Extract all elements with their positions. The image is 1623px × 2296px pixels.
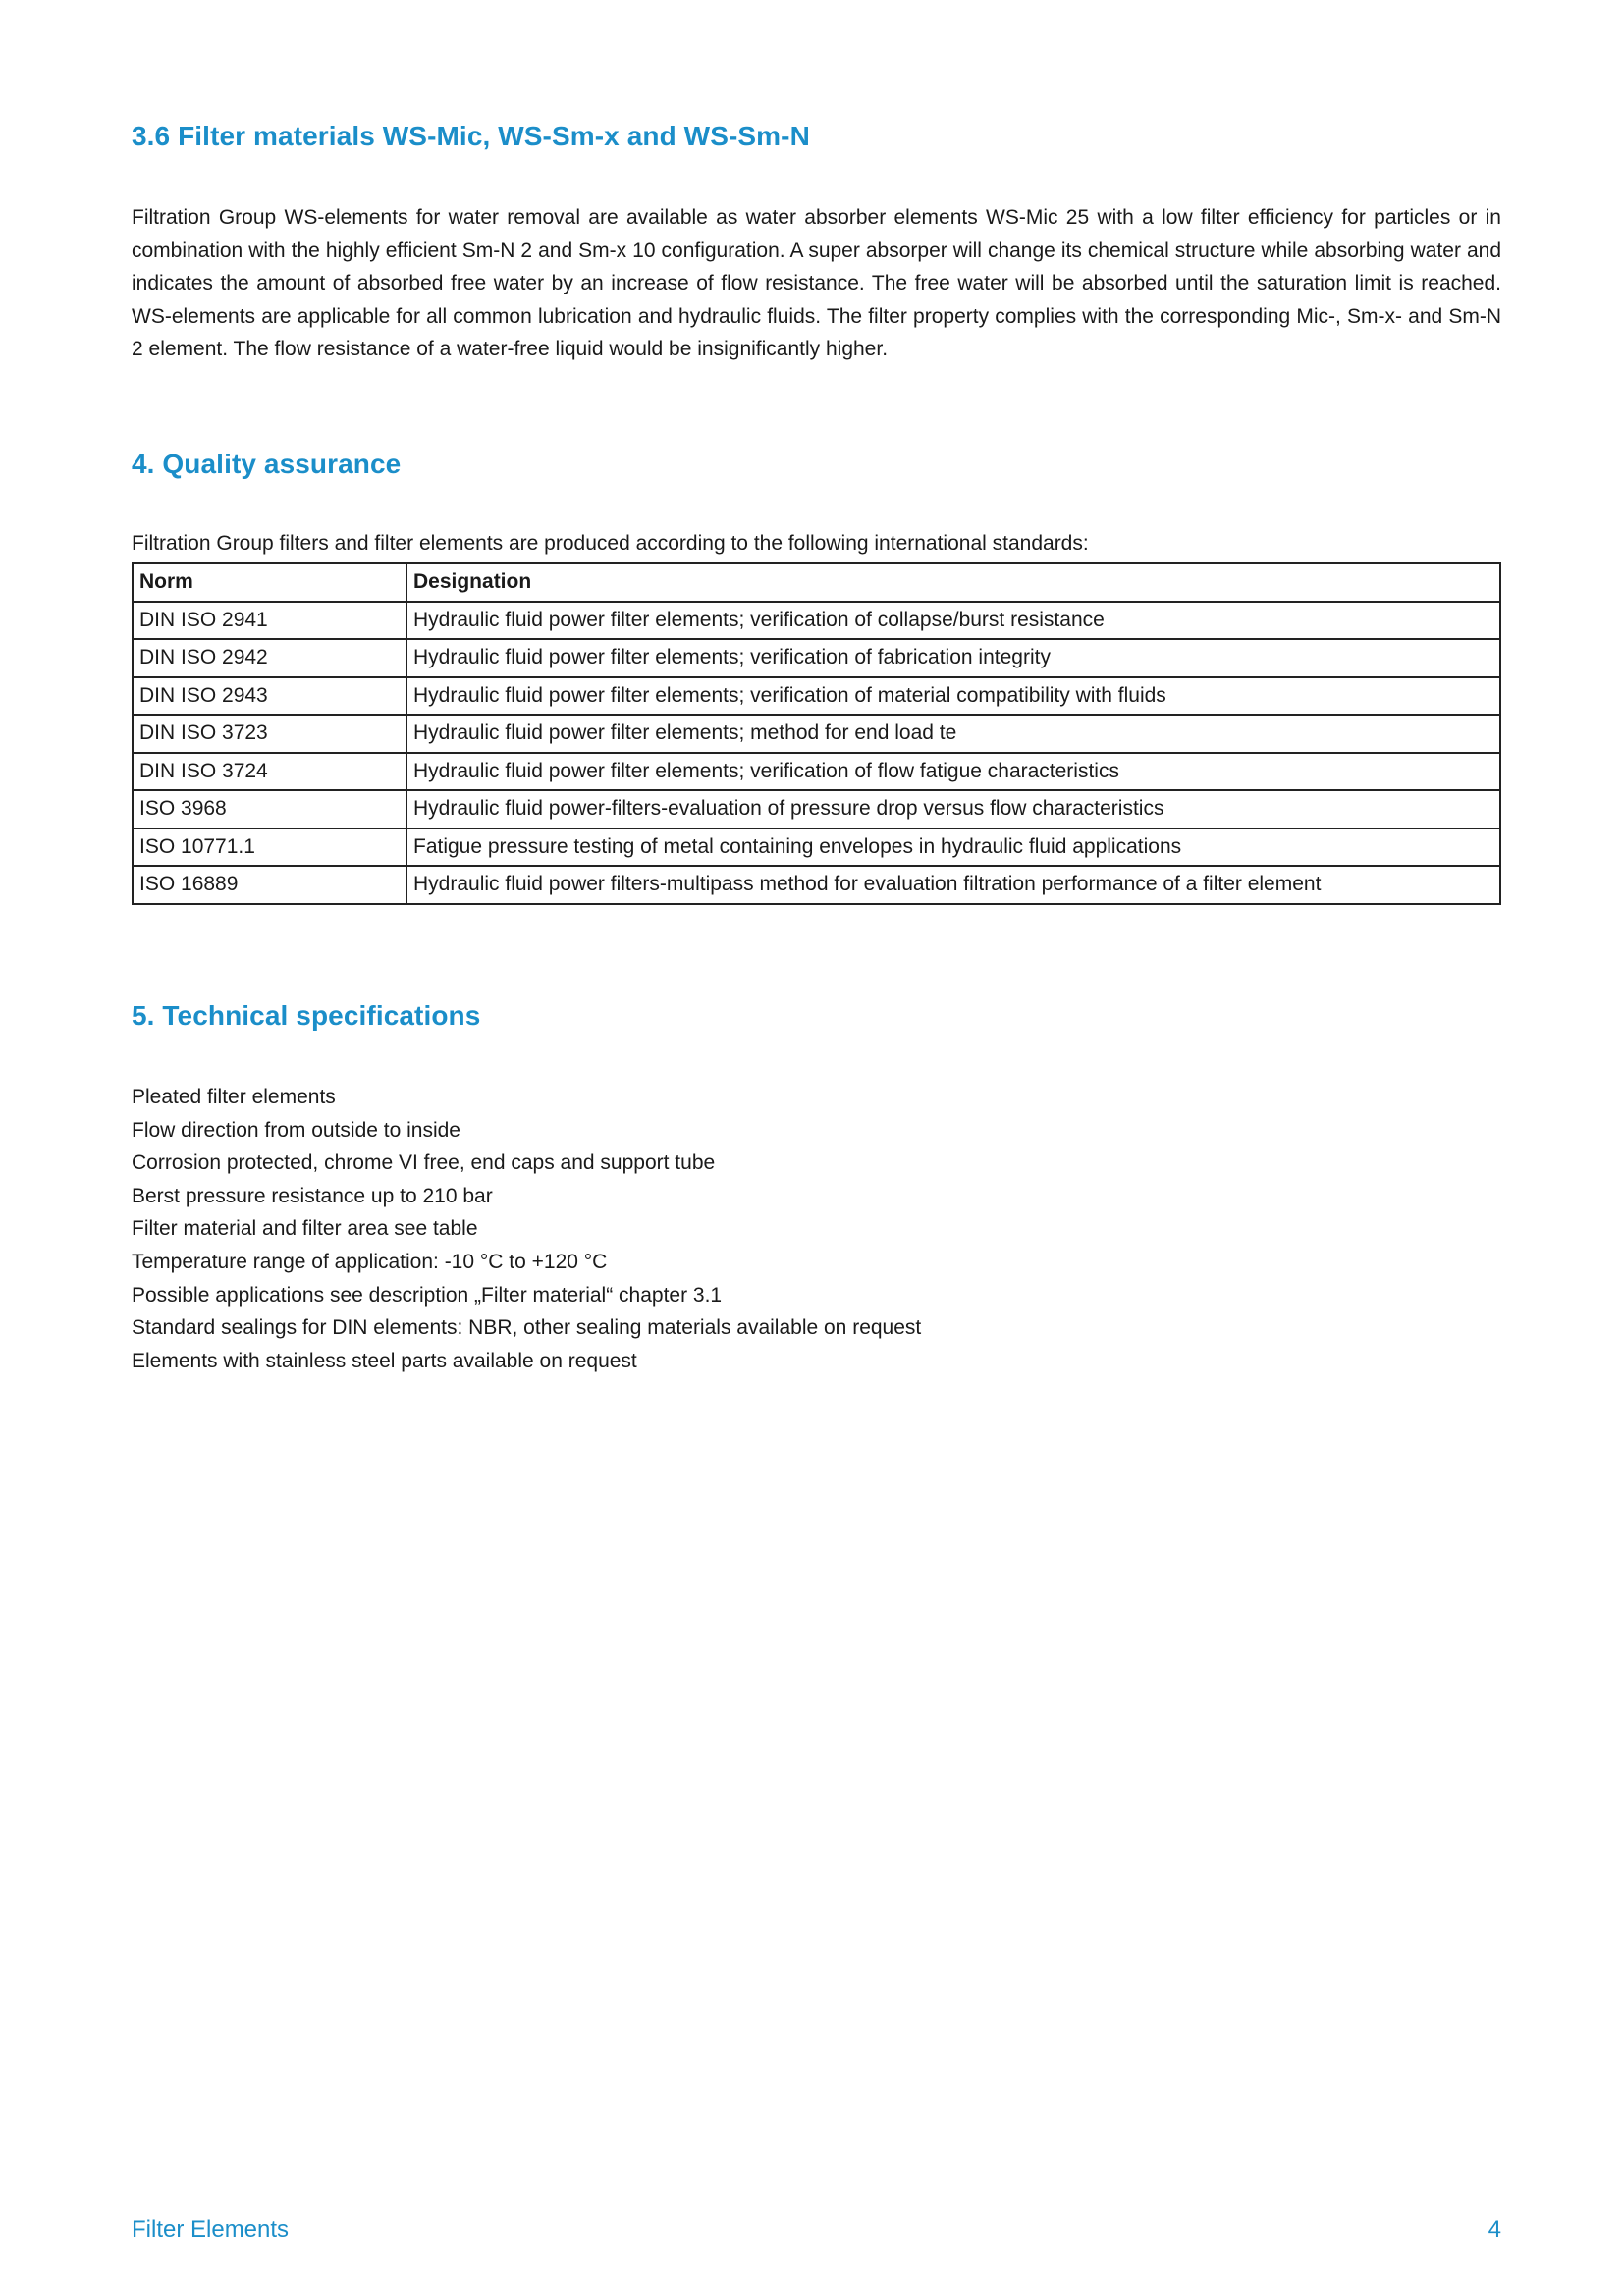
section-heading-filter-materials: 3.6 Filter materials WS-Mic, WS-Sm-x and WS-Sm-N [132,121,810,151]
footer-title: Filter Elements [132,2216,290,2243]
designation-cell: Hydraulic fluid power filter elements; verification of collapse/burst resistance [406,602,1500,640]
section-heading-technical-specifications: 5. Technical specifications [132,1000,481,1031]
designation-cell: Hydraulic fluid power filter elements; verification of fabrication integrity [406,639,1500,677]
list-item: Flow direction from outside to inside [132,1118,460,1142]
column-header-norm: Norm [133,563,406,602]
norm-cell: ISO 16889 [133,866,406,904]
list-item: Possible applications see description „Filter material“ chapter 3.1 [132,1283,723,1307]
norm-cell: DIN ISO 2941 [133,602,406,640]
list-item: Elements with stainless steel parts available on request [132,1349,637,1372]
list-item: Filter material and filter area see table [132,1217,478,1241]
list-item: Pleated filter elements [132,1086,336,1108]
table-row [133,753,1500,791]
list-item: Temperature range of application: -10 °C to +120 °C [132,1250,608,1273]
designation-cell: Fatigue pressure testing of metal containing envelopes in hydraulic fluid applications [406,828,1500,867]
list-item: Standard sealings for DIN elements: NBR, other sealing materials available on request [132,1316,922,1340]
designation-cell: Hydraulic fluid power-filters-evaluation of pressure drop versus flow characteristics [406,790,1500,828]
standards-table [132,562,1501,905]
designation-cell: Hydraulic fluid power filters-multipass method for evaluation filtration performance of a filter element [406,866,1500,904]
list-item: Berst pressure resistance up to 210 bar [132,1184,493,1207]
section-heading-quality-assurance: 4. Quality assurance [132,449,402,479]
technical-specifications-list [132,1081,921,1377]
table-row [133,866,1500,904]
designation-cell: Hydraulic fluid power filter elements; verification of material compatibility with fluids [406,677,1500,716]
table-header-row [133,563,1500,602]
norm-cell: DIN ISO 2943 [133,677,406,716]
filter-materials-paragraph: Filtration Group WS-elements for water removal are available as water absorber elements WS-Mic 25 with a low filter efficiency for particles or in combination with the highly efficient Sm-N 2 and Sm-x 10 configuration. A super absorper will change its chemical structure while absorbing water and indicates the amount of absorbed free water by an increase of flow resistance. The free water will be absorbed until the saturation limit is reached. WS-elements are applicable for all common lubrication and hydraulic fluids. The filter property complies with the corresponding Mic-, Sm-x- and Sm-N 2 element. The flow resistance of a water-free liquid would be insignificantly higher. [132,206,1501,360]
column-header-designation: Designation [406,563,1500,602]
table-row [133,639,1500,677]
norm-cell: DIN ISO 3723 [133,715,406,753]
table-row [133,828,1500,867]
table-row [133,790,1500,828]
norm-cell: DIN ISO 2942 [133,639,406,677]
page-number: 4 [1488,2216,1501,2243]
list-item: Corrosion protected, chrome VI free, end caps and support tube [132,1151,716,1175]
table-row [133,677,1500,716]
standards-intro: Filtration Group filters and filter elements are produced according to the following international standards: [132,532,1089,555]
norm-cell: ISO 10771.1 [133,828,406,867]
designation-cell: Hydraulic fluid power filter elements; verification of flow fatigue characteristics [406,753,1500,791]
table-row [133,602,1500,640]
designation-cell: Hydraulic fluid power filter elements; method for end load te [406,715,1500,753]
norm-cell: DIN ISO 3724 [133,753,406,791]
norm-cell: ISO 3968 [133,790,406,828]
table-row [133,715,1500,753]
